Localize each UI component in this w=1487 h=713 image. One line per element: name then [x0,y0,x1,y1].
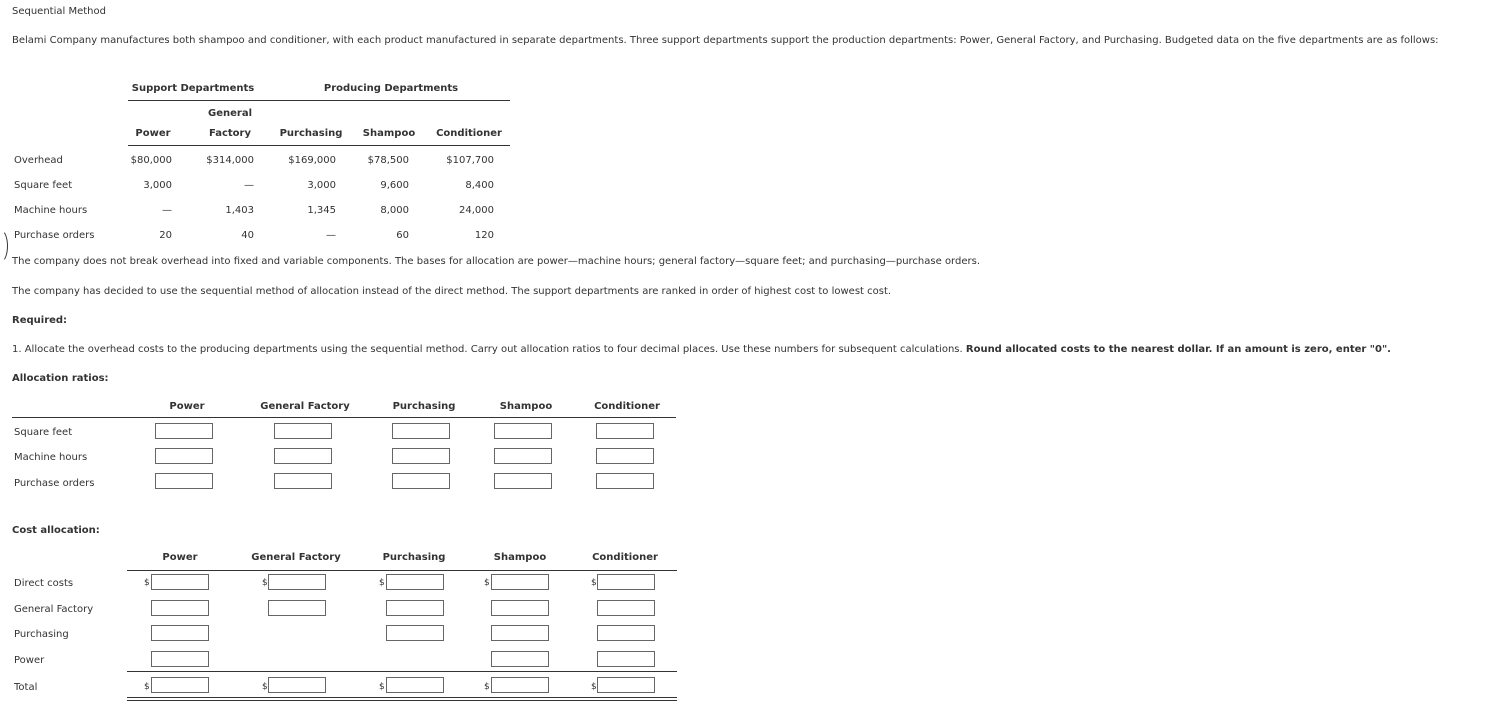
cost-input-direct-general-factory[interactable] [268,574,326,590]
cell-value: $78,500 [367,155,409,166]
cost-input-power-power[interactable] [151,651,209,667]
cell-value: 1,403 [225,205,254,216]
ratio-col-general-factory: General Factory [260,401,350,412]
total-rule [127,671,677,672]
dollar-sign: $ [591,578,597,588]
group-header-rule [128,100,510,101]
cost-input-direct-purchasing[interactable] [386,574,444,590]
cost-input-gf-purchasing[interactable] [386,600,444,616]
cell-value: 3,000 [307,180,336,191]
cell-value: 40 [241,230,254,241]
col-factory: Factory [208,128,252,139]
cost-input-purchasing-power[interactable] [151,625,209,641]
total-double-rule [127,697,677,701]
cost-input-total-power[interactable] [151,677,209,693]
sequential-method-note: The company has decided to use the sequential method of allocation instead of the direct method. The support departments are ranked in order of highest cost to lowest cost. [12,286,892,297]
cost-input-gf-general-factory[interactable] [268,600,326,616]
cost-input-direct-conditioner[interactable] [597,574,655,590]
dollar-sign: $ [144,578,150,588]
cost-col-conditioner: Conditioner [592,552,658,563]
cost-col-purchasing: Purchasing [382,552,446,563]
dollar-sign: $ [379,578,385,588]
cost-row-purchasing: Purchasing [14,629,69,640]
cost-row-total: Total [14,682,38,693]
ratio-input-square-feet-purchasing[interactable] [392,423,450,439]
cell-value: 24,000 [459,205,494,216]
cost-input-purchasing-purchasing[interactable] [386,625,444,641]
cost-input-purchasing-conditioner[interactable] [597,625,655,641]
dollar-sign: $ [591,682,597,692]
cost-input-direct-shampoo[interactable] [491,574,549,590]
cell-value: — [162,205,172,216]
col-conditioner: Conditioner [436,128,502,139]
cost-col-general-factory: General Factory [251,552,341,563]
cell-value: — [326,230,336,241]
dollar-sign: $ [484,682,490,692]
bracket-mark [0,229,8,263]
cell-value: $80,000 [130,155,172,166]
cell-value: 3,000 [143,180,172,191]
dollar-sign: $ [262,682,268,692]
ratio-col-power: Power [169,401,205,412]
cost-row-general-factory: General Factory [14,604,94,615]
ratio-input-purchase-orders-general-factory[interactable] [274,473,332,489]
col-shampoo: Shampoo [362,128,416,139]
instruction-plain: 1. Allocate the overhead costs to the producing departments using the sequential method. Carry out allocation ratios to four decimal places. Use these numbers for subsequent calculations. [12,344,966,355]
ratio-input-machine-hours-conditioner[interactable] [596,448,654,464]
dollar-sign: $ [262,578,268,588]
ratio-header-rule [12,417,676,418]
instruction-text [12,344,1391,355]
col-header-rule [128,145,510,146]
ratio-input-purchase-orders-purchasing[interactable] [392,473,450,489]
ratio-input-square-feet-general-factory[interactable] [274,423,332,439]
row-label-machine-hours: Machine hours [14,205,88,216]
producing-departments-header: Producing Departments [323,83,459,94]
cost-col-shampoo: Shampoo [493,552,547,563]
cost-input-total-purchasing[interactable] [386,677,444,693]
cost-col-power: Power [162,552,198,563]
cost-row-direct-costs: Direct costs [14,578,74,589]
ratio-input-machine-hours-general-factory[interactable] [274,448,332,464]
allocation-bases-note: The company does not break overhead into fixed and variable components. The bases for allocation are power—machine hours; general factory—square feet; and purchasing—purchase orders. [12,256,980,267]
cell-value: 20 [159,230,172,241]
ratio-input-purchase-orders-power[interactable] [155,473,213,489]
cell-value: — [244,180,254,191]
ratio-row-purchase-orders: Purchase orders [14,478,95,489]
dollar-sign: $ [144,682,150,692]
col-power: Power [135,128,171,139]
support-departments-header: Support Departments [131,83,255,94]
cost-input-total-shampoo[interactable] [491,677,549,693]
allocation-ratios-heading: Allocation ratios: [12,373,109,384]
row-label-purchase-orders: Purchase orders [14,230,95,241]
cost-header-rule [127,570,677,571]
cell-value: $169,000 [288,155,336,166]
dollar-sign: $ [379,682,385,692]
ratio-input-purchase-orders-shampoo[interactable] [494,473,552,489]
cost-input-power-shampoo[interactable] [491,651,549,667]
ratio-input-square-feet-shampoo[interactable] [494,423,552,439]
page-title: Sequential Method [12,6,106,17]
ratio-col-conditioner: Conditioner [594,401,660,412]
cell-value: $314,000 [206,155,254,166]
ratio-input-machine-hours-power[interactable] [155,448,213,464]
ratio-input-machine-hours-purchasing[interactable] [392,448,450,464]
cost-allocation-heading: Cost allocation: [12,525,100,536]
cost-input-total-general-factory[interactable] [268,677,326,693]
cost-input-purchasing-shampoo[interactable] [491,625,549,641]
cost-input-total-conditioner[interactable] [597,677,655,693]
ratio-row-square-feet: Square feet [14,427,73,438]
cell-value: 60 [396,230,409,241]
row-label-overhead: Overhead [14,155,63,166]
ratio-col-purchasing: Purchasing [392,401,456,412]
cell-value: 9,600 [380,180,409,191]
cost-input-direct-power[interactable] [151,574,209,590]
cost-input-gf-shampoo[interactable] [491,600,549,616]
intro-text: Belami Company manufactures both shampoo and conditioner, with each product manufactured in separate departments. Three support departments support the production departments: Power, General Factory, and Purchasing. Budgeted data on the five departments are as follows: [12,35,1439,46]
row-label-square-feet: Square feet [14,180,73,191]
cell-value: 1,345 [307,205,336,216]
col-purchasing: Purchasing [279,128,343,139]
ratio-input-square-feet-conditioner[interactable] [596,423,654,439]
cell-value: 8,000 [380,205,409,216]
cell-value: 120 [474,230,494,241]
cell-value: $107,700 [446,155,494,166]
ratio-input-machine-hours-shampoo[interactable] [494,448,552,464]
dollar-sign: $ [484,578,490,588]
cost-row-power: Power [14,655,45,666]
instruction-bold: Round allocated costs to the nearest dollar. If an amount is zero, enter "0". [965,344,1391,355]
cost-input-power-conditioner[interactable] [597,651,655,667]
cost-input-gf-power[interactable] [151,600,209,616]
required-label: Required: [12,315,68,326]
ratio-input-purchase-orders-conditioner[interactable] [596,473,654,489]
cost-input-gf-conditioner[interactable] [597,600,655,616]
ratio-row-machine-hours: Machine hours [14,452,88,463]
col-general-top: General [208,108,252,119]
cell-value: 8,400 [465,180,494,191]
ratio-input-square-feet-power[interactable] [155,423,213,439]
ratio-col-shampoo: Shampoo [499,401,553,412]
